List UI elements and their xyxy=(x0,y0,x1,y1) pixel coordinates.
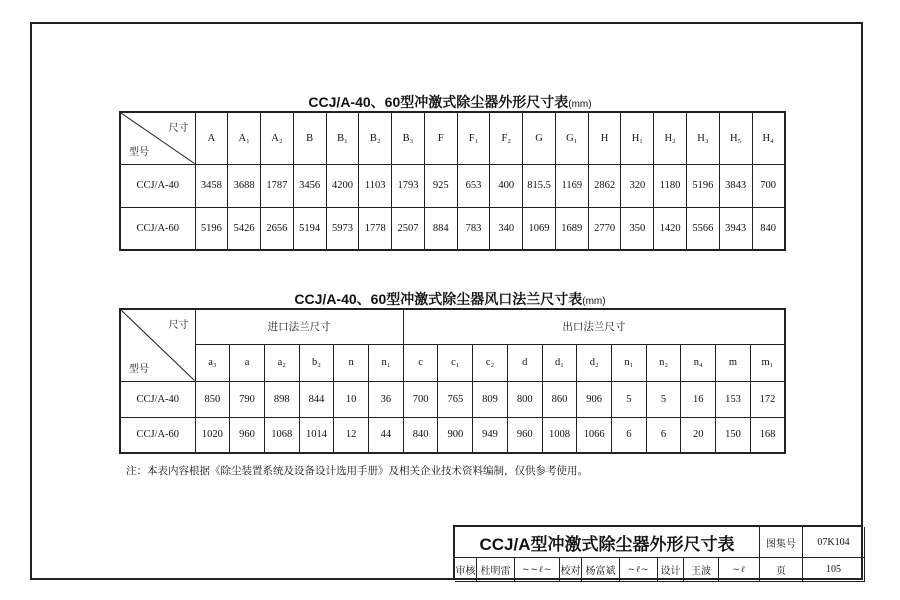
table1-column-header: F₂ xyxy=(490,112,523,164)
table2-outlet-column-header: n₄ xyxy=(681,344,716,381)
table2-value-cell: 900 xyxy=(438,417,473,453)
table2-outlet-column-header: d₁ xyxy=(542,344,577,381)
table2-value-cell: 1068 xyxy=(264,417,299,453)
table2-value-cell: 168 xyxy=(750,417,785,453)
table2-value-cell: 809 xyxy=(473,381,508,417)
corner-bottom-label: 型号 xyxy=(129,363,149,375)
table1-value-cell: 1778 xyxy=(359,207,392,250)
table2-value-cell: 800 xyxy=(507,381,542,417)
table1-column-header: H₁ xyxy=(621,112,654,164)
table1-value-cell: 5973 xyxy=(326,207,359,250)
table2-value-cell: 10 xyxy=(334,381,369,417)
table1-value-cell: 884 xyxy=(424,207,457,250)
table2-value-cell: 20 xyxy=(681,417,716,453)
table2-corner-header xyxy=(120,309,195,381)
table1-column-header: A xyxy=(195,112,228,164)
table1-value-cell: 3843 xyxy=(719,164,752,207)
table1-column-header: H₄ xyxy=(752,112,785,164)
table2-outlet-column-header: c xyxy=(403,344,438,381)
table1-value-cell: 4200 xyxy=(326,164,359,207)
table2-outlet-column-header: c₁ xyxy=(438,344,473,381)
dimension-table xyxy=(119,111,786,251)
table1-column-header: A₁ xyxy=(228,112,261,164)
table1-value-cell: 783 xyxy=(457,207,490,250)
table1-value-cell: 1420 xyxy=(654,207,687,250)
inlet-flange-group-header: 进口法兰尺寸 xyxy=(195,309,403,344)
table2-value-cell: 1014 xyxy=(299,417,334,453)
drawing-title: CCJ/A型冲激式除尘器外形尺寸表 xyxy=(455,527,760,558)
table2-inlet-column-header: a xyxy=(230,344,265,381)
table1-value-cell: 5566 xyxy=(686,207,719,250)
table2-model-cell: CCJ/A-40 xyxy=(120,381,195,417)
table2-value-cell: 44 xyxy=(369,417,404,453)
table2-value-cell: 12 xyxy=(334,417,369,453)
table2-model-cell: CCJ/A-60 xyxy=(120,417,195,453)
table1-value-cell: 5426 xyxy=(228,207,261,250)
table2-outlet-column-header: n₁ xyxy=(612,344,647,381)
table1-value-cell: 1793 xyxy=(392,164,425,207)
table1-unit: (mm) xyxy=(568,99,592,110)
table1-column-header: B₂ xyxy=(359,112,392,164)
table2-value-cell: 153 xyxy=(716,381,751,417)
table1-value-cell: 3458 xyxy=(195,164,228,207)
table1-column-header: H₃ xyxy=(686,112,719,164)
flange-table xyxy=(119,308,786,454)
table1-value-cell: 1169 xyxy=(555,164,588,207)
table2-value-cell: 36 xyxy=(369,381,404,417)
table1-value-cell: 3943 xyxy=(719,207,752,250)
page-number: 105 xyxy=(803,558,865,582)
table1-value-cell: 2862 xyxy=(588,164,621,207)
table2-value-cell: 898 xyxy=(264,381,299,417)
table1-value-cell: 840 xyxy=(752,207,785,250)
table2-outlet-column-header: m xyxy=(716,344,751,381)
table2-inlet-column-header: b₂ xyxy=(299,344,334,381)
table1-value-cell: 320 xyxy=(621,164,654,207)
table1-value-cell: 3456 xyxy=(293,164,326,207)
table1-value-cell: 5196 xyxy=(195,207,228,250)
footnote: 注：本表内容根据《除尘装置系统及设备设计选用手册》及相关企业技术资料编制，仅供参考使用。 xyxy=(126,466,588,477)
designer-signature: ~ℓ xyxy=(719,558,760,582)
table2-value-cell: 5 xyxy=(612,381,647,417)
table2-value-cell: 790 xyxy=(230,381,265,417)
table1-column-header: G₁ xyxy=(555,112,588,164)
checker-signature: ~ℓ~ xyxy=(620,558,658,582)
table2-value-cell: 1020 xyxy=(195,417,230,453)
corner-top-label: 尺寸 xyxy=(168,320,189,331)
table2-value-cell: 700 xyxy=(403,381,438,417)
table2-value-cell: 949 xyxy=(473,417,508,453)
table2-unit: (mm) xyxy=(582,296,606,307)
atlas-label: 图集号 xyxy=(760,527,803,558)
table2-value-cell: 960 xyxy=(230,417,265,453)
table2-value-cell: 6 xyxy=(646,417,681,453)
table1-model-cell: CCJ/A-40 xyxy=(120,164,195,207)
table1-value-cell: 2507 xyxy=(392,207,425,250)
table1-value-cell: 2656 xyxy=(261,207,294,250)
table2-inlet-column-header: n xyxy=(334,344,369,381)
table1-column-header: A₂ xyxy=(261,112,294,164)
table2-value-cell: 1008 xyxy=(542,417,577,453)
table2-value-cell: 960 xyxy=(507,417,542,453)
table2-outlet-column-header: d xyxy=(507,344,542,381)
table1-column-header: F xyxy=(424,112,457,164)
table1-value-cell: 3688 xyxy=(228,164,261,207)
title-block xyxy=(453,525,863,580)
table1-column-header: G xyxy=(523,112,556,164)
table1-column-header: H xyxy=(588,112,621,164)
table2-value-cell: 6 xyxy=(612,417,647,453)
table2-value-cell: 16 xyxy=(681,381,716,417)
table1-column-header: H₂ xyxy=(654,112,687,164)
table1-value-cell: 1103 xyxy=(359,164,392,207)
table1-value-cell: 1689 xyxy=(555,207,588,250)
table2-value-cell: 1066 xyxy=(577,417,612,453)
table1-model-cell: CCJ/A-60 xyxy=(120,207,195,250)
table2-value-cell: 150 xyxy=(716,417,751,453)
table1-value-cell: 925 xyxy=(424,164,457,207)
atlas-number: 07K104 xyxy=(803,527,865,558)
corner-top-label: 尺寸 xyxy=(168,123,189,134)
designer-name: 王波 xyxy=(684,558,719,582)
table2-inlet-column-header: a₂ xyxy=(264,344,299,381)
table1-column-header: B₃ xyxy=(392,112,425,164)
table2-outlet-column-header: d₂ xyxy=(577,344,612,381)
reviewer-signature: ~~ℓ~ xyxy=(515,558,560,582)
checker-name: 杨富斌 xyxy=(582,558,620,582)
table1-column-header: B₁ xyxy=(326,112,359,164)
check-label: 校对 xyxy=(560,558,582,582)
table1-corner-header xyxy=(120,112,195,164)
table1-column-header: B xyxy=(293,112,326,164)
table2-value-cell: 844 xyxy=(299,381,334,417)
table1-value-cell: 350 xyxy=(621,207,654,250)
table1-value-cell: 1069 xyxy=(523,207,556,250)
reviewer-name: 杜明雷 xyxy=(477,558,515,582)
table2-value-cell: 860 xyxy=(542,381,577,417)
table1-column-header: H₅ xyxy=(719,112,752,164)
table2-value-cell: 850 xyxy=(195,381,230,417)
corner-bottom-label: 型号 xyxy=(129,146,149,158)
review-label: 审核 xyxy=(455,558,477,582)
table2-value-cell: 172 xyxy=(750,381,785,417)
table2-value-cell: 906 xyxy=(577,381,612,417)
table2-inlet-column-header: a₃ xyxy=(195,344,230,381)
table1-value-cell: 1180 xyxy=(654,164,687,207)
table1-column-header: F₁ xyxy=(457,112,490,164)
table1-value-cell: 1787 xyxy=(261,164,294,207)
table1-value-cell: 815.5 xyxy=(523,164,556,207)
table2-outlet-column-header: c₂ xyxy=(473,344,508,381)
page-label: 页 xyxy=(760,558,803,582)
design-label: 设计 xyxy=(658,558,684,582)
table2-value-cell: 765 xyxy=(438,381,473,417)
table2-value-cell: 5 xyxy=(646,381,681,417)
table2-outlet-column-header: n₂ xyxy=(646,344,681,381)
table2-title: CCJ/A-40、60型冲激式除尘器风口法兰尺寸表(mm) xyxy=(294,291,606,307)
table2-value-cell: 840 xyxy=(403,417,438,453)
table2-inlet-column-header: n₁ xyxy=(369,344,404,381)
table1-value-cell: 653 xyxy=(457,164,490,207)
table1-value-cell: 5196 xyxy=(686,164,719,207)
table1-value-cell: 2770 xyxy=(588,207,621,250)
table1-value-cell: 340 xyxy=(490,207,523,250)
outlet-flange-group-header: 出口法兰尺寸 xyxy=(403,309,785,344)
table1-value-cell: 5194 xyxy=(293,207,326,250)
table2-outlet-column-header: m₁ xyxy=(750,344,785,381)
table1-title: CCJ/A-40、60型冲激式除尘器外形尺寸表(mm) xyxy=(308,94,592,110)
table1-value-cell: 400 xyxy=(490,164,523,207)
table1-value-cell: 700 xyxy=(752,164,785,207)
